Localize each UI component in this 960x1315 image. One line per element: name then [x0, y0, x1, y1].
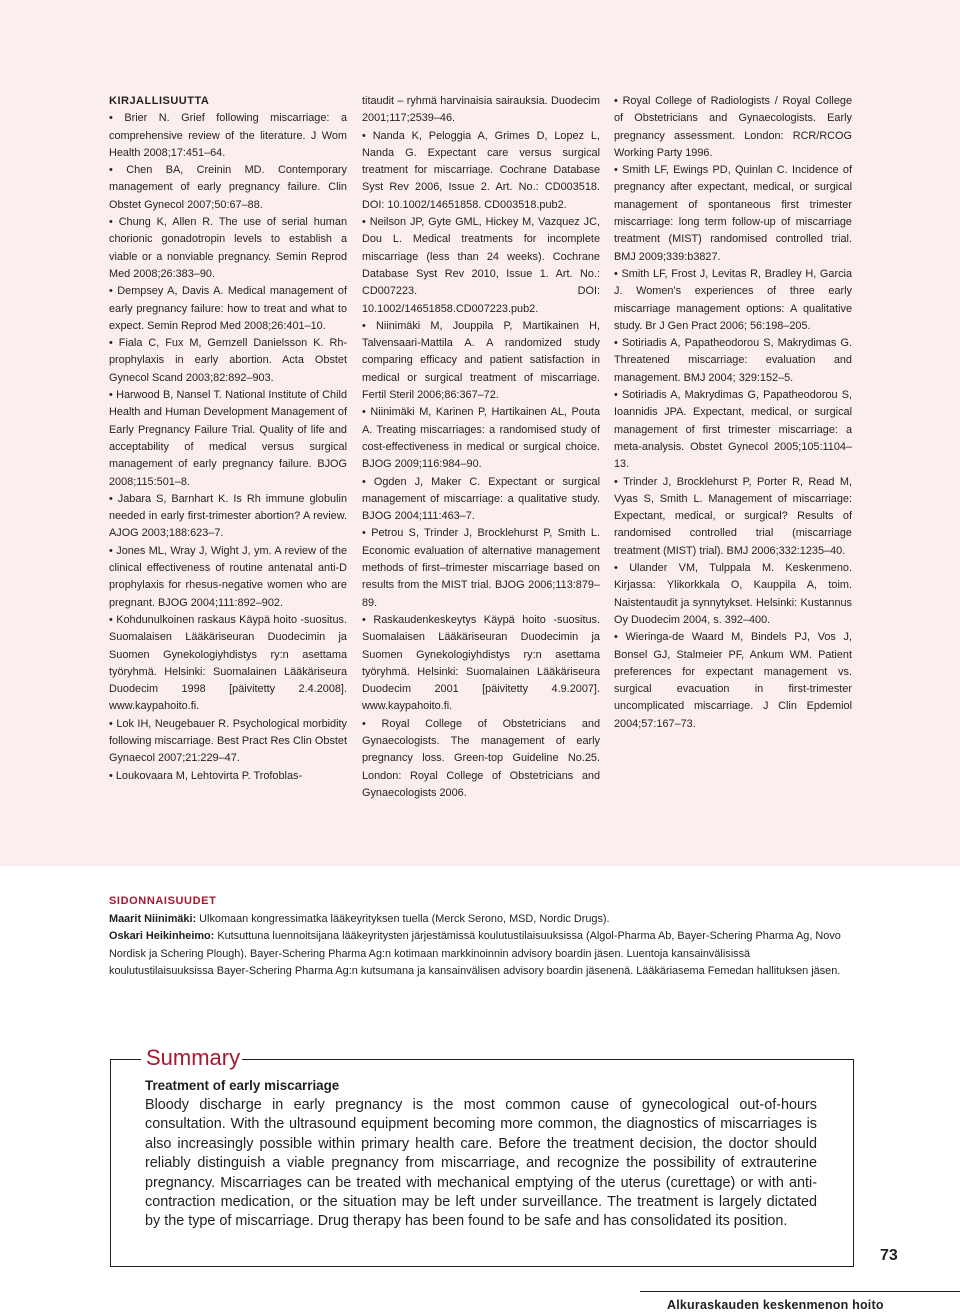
- page-number: 73: [880, 1247, 898, 1264]
- references-column-3: [614, 93, 852, 733]
- footer-rule: [640, 1291, 960, 1292]
- references-heading: KIRJALLISUUTTA: [109, 95, 210, 107]
- reference-item: • Dempsey A, Davis A. Medical management of early pregnancy failure: how to treat and what to expect. Semin Reprod Med 2008;26:401–10.: [109, 283, 347, 335]
- summary-top-rule: [110, 1059, 141, 1060]
- disclosure-text: Ulkomaan kongressimatka lääkeyrityksen tuella (Merck Serono, MSD, Nordic Drugs).: [196, 912, 610, 925]
- disclosure-entry: [109, 911, 854, 929]
- reference-item: • Ulander VM, Tulppala M. Keskenmeno. Kirjassa: Ylikorkkala O, Kauppila A, toim. Naistentaudit ja synnytykset. Helsinki: Kustannus Oy Duodecim 2004, s. 392–400.: [614, 560, 852, 629]
- summary-top-rule: [242, 1059, 854, 1060]
- reference-item: • Brier N. Grief following miscarriage: a comprehensive review of the literature. J Wom Health 2008;17:451–64.: [109, 110, 347, 162]
- reference-item: • Chung K, Allen R. The use of serial human chorionic gonadotropin levels to establish a viable or a nonviable pregnancy. Semin Reprod Med 2008;26:383–90.: [109, 214, 347, 283]
- reference-item: • Royal College of Radiologists / Royal College of Obstetricians and Gynaecologists. Early pregnancy assessment. London: RCR/RCOG Working Party 1996.: [614, 93, 852, 162]
- references-column-1: [109, 93, 347, 785]
- reference-item: • Kohdunulkoinen raskaus Käypä hoito -suositus. Suomalaisen Lääkäriseuran Duodecimin ja Suomen Gynekologiyhdistys ry:n asettama työryhmä. Helsinki: Suomalainen Lääkäriseura Duodecim 1998 [päivitetty 2.4.2008]. www.kaypahoito.fi.: [109, 612, 347, 716]
- disclosures-section: [109, 893, 854, 981]
- reference-item: • Raskaudenkeskeytys Käypä hoito -suositus. Suomalaisen Lääkäriseuran Duodecimin ja Suomen Gynekologiyhdistys ry:n asettama työryhmä. Helsinki: Suomalainen Lääkäriseura Duodecim 2001 [päivitetty 4.9.2007]. www.kaypahoito.fi.: [362, 612, 600, 716]
- reference-item: • Niinimäki M, Jouppila P, Martikainen H, Talvensaari-Mattila A. A randomized study comparing efficacy and patient satisfaction in medical or surgical treatment of miscarriage. Fertil Steril 2006;86:367–72.: [362, 318, 600, 404]
- disclosure-text: Kutsuttuna luennoitsijana lääkeyritysten järjestämissä koulutustilaisuuksissa (Algol-Pharma Ab, Bayer-Schering Pharma Ag, Novo Nordisk ja Schering Plough). Bayer-Schering Pharma Ag:n kotimaan markkinoinnin advisory boardin jäsen. Luentoja kansainvälisissä koulutustilaisuuksissa Bayer-Schering Pharma Ag:n kutsumana ja kansainvälisen advisory boardin jäsenenä. Lääkäriasema Femedan hallituksen jäsen.: [109, 930, 841, 977]
- summary-content: [145, 1076, 817, 1232]
- disclosure-author: Oskari Heikinheimo:: [109, 930, 215, 942]
- disclosure-entry: [109, 928, 854, 981]
- summary-body: Bloody discharge in early pregnancy is the most common cause of gynecological out-of-hours consultation. With the ultrasound equipment becoming more common, the diagnostics of miscarriages is also increasingly possible within primary health care. Before the treatment decision, the doctor should reliably distinguish a viable pregnancy from miscarriage, and recognize the possibility of extrauterine pregnancy. Miscarriages can be treated with mechanical emptying of the uterus (curettage) or with anti-contraction medication, or the situation may be left under surveillance. The treatment is largely dictated by the type of miscarriage. Drug therapy has been found to be safe and has consolidated its position.: [145, 1097, 817, 1230]
- reference-item: • Ogden J, Maker C. Expectant or surgical management of miscarriage: a qualitative study. BJOG 2004;111:463–7.: [362, 474, 600, 526]
- reference-item: • Chen BA, Creinin MD. Contemporary management of early pregnancy failure. Clin Obstet Gynecol 2007;50:67–88.: [109, 162, 347, 214]
- disclosure-author: Maarit Niinimäki:: [109, 912, 197, 925]
- reference-item: • Wieringa-de Waard M, Bindels PJ, Vos J, Bonsel GJ, Stalmeier PF, Ankum WM. Patient preferences for expectant management vs. surgical evacuation in first-trimester uncomplicated miscarriage. J Clin Epdemiol 2004;57:167–73.: [614, 629, 852, 733]
- summary-title: Summary: [146, 1045, 241, 1070]
- disclosures-heading: SIDONNAISUUDET: [109, 895, 217, 907]
- reference-item: • Harwood B, Nansel T. National Institute of Child Health and Human Development Management of Early Pregnancy Failure Trial. Quality of life and acceptability of medical versus surgical management of early pregnancy failure. BJOG 2008;115:501–8.: [109, 387, 347, 491]
- reference-item: • Petrou S, Trinder J, Brocklehurst P, Smith L. Economic evaluation of alternative management methods of first–trimester miscarriage based on results from the MIST trial. BJOG 2006;113:879–89.: [362, 525, 600, 611]
- reference-item: • Smith LF, Ewings PD, Quinlan C. Incidence of pregnancy after expectant, medical, or surgical management of spontaneous first trimester miscarriage: long term follow-up of miscarriage treatment (MIST) randomised controlled trial. BMJ 2009;339:b3827.: [614, 162, 852, 266]
- reference-item: • Lok IH, Neugebauer R. Psychological morbidity following miscarriage. Best Pract Res Clin Obstet Gynaecol 2007;21:229–47.: [109, 716, 347, 768]
- reference-item: • Jabara S, Barnhart K. Is Rh immune globulin needed in early first-trimester abortion? A review. AJOG 2003;188:623–7.: [109, 491, 347, 543]
- reference-item-continued: titaudit – ryhmä harvinaisia sairauksia. Duodecim 2001;117;2539–46.: [362, 95, 600, 125]
- reference-item: • Niinimäki M, Karinen P, Hartikainen AL, Pouta A. Treating miscarriages: a randomised study of cost-effectiveness in medical or surgical choice. BJOG 2009;116:984–90.: [362, 404, 600, 473]
- references-column-2: [362, 93, 600, 802]
- reference-item: • Sotiriadis A, Makrydimas G, Papatheodorou S, Ioannidis JPA. Expectant, medical, or surgical management of first trimester miscarriage: a meta-analysis. Obstet Gynecol 2005;105:1104–13.: [614, 387, 852, 473]
- reference-item: • Sotiriadis A, Papatheodorou S, Makrydimas G. Threatened miscarriage: evaluation and management. BMJ 2004; 329:152–5.: [614, 335, 852, 387]
- reference-item: • Fiala C, Fux M, Gemzell Danielsson K. Rh-prophylaxis in early abortion. Acta Obstet Gynecol Scand 2003;82:892–903.: [109, 335, 347, 387]
- reference-item: • Royal College of Obstetricians and Gynaecologists. The management of early pregnancy loss. Green-top Guideline No.25. London: Royal College of Obstetricians and Gynaecologists 2006.: [362, 716, 600, 802]
- reference-item: • Neilson JP, Gyte GML, Hickey M, Vazquez JC, Dou L. Medical treatments for incomplete miscarriage (less than 24 weeks). Cochrane Database Syst Rev 2010, Issue 1. Art. No.: CD007223. DOI: 10.1002/14651858.CD007223.pub2.: [362, 214, 600, 318]
- reference-item: • Loukovaara M, Lehtovirta P. Trofoblas-: [109, 768, 347, 785]
- reference-item: • Trinder J, Brocklehurst P, Porter R, Read M, Vyas S, Smith L. Management of miscarriage: Expectant, medical, or surgical? Results of randomised controlled trial (miscarriage treatment (MIST) trial). BMJ 2006;332:1235–40.: [614, 474, 852, 560]
- reference-item: • Jones ML, Wray J, Wight J, ym. A review of the clinical effectiveness of routine antenatal anti-D prophylaxis for rhesus-negative women who are pregnant. BJOG 2004;111:892–902.: [109, 543, 347, 612]
- reference-item: • Nanda K, Peloggia A, Grimes D, Lopez L, Nanda G. Expectant care versus surgical treatment for miscarriage. Cochrane Database Syst Rev 2006, Issue 2. Art. No.: CD003518. DOI: 10.1002/14651858. CD003518.pub2.: [362, 128, 600, 214]
- summary-subtitle: Treatment of early miscarriage: [145, 1078, 340, 1093]
- running-footer: Alkuraskauden keskenmenon hoito: [667, 1298, 884, 1312]
- reference-item: • Smith LF, Frost J, Levitas R, Bradley H, Garcia J. Women's experiences of three early miscarriage management options: A qualitative study. Br J Gen Pract 2006; 56:198–205.: [614, 266, 852, 335]
